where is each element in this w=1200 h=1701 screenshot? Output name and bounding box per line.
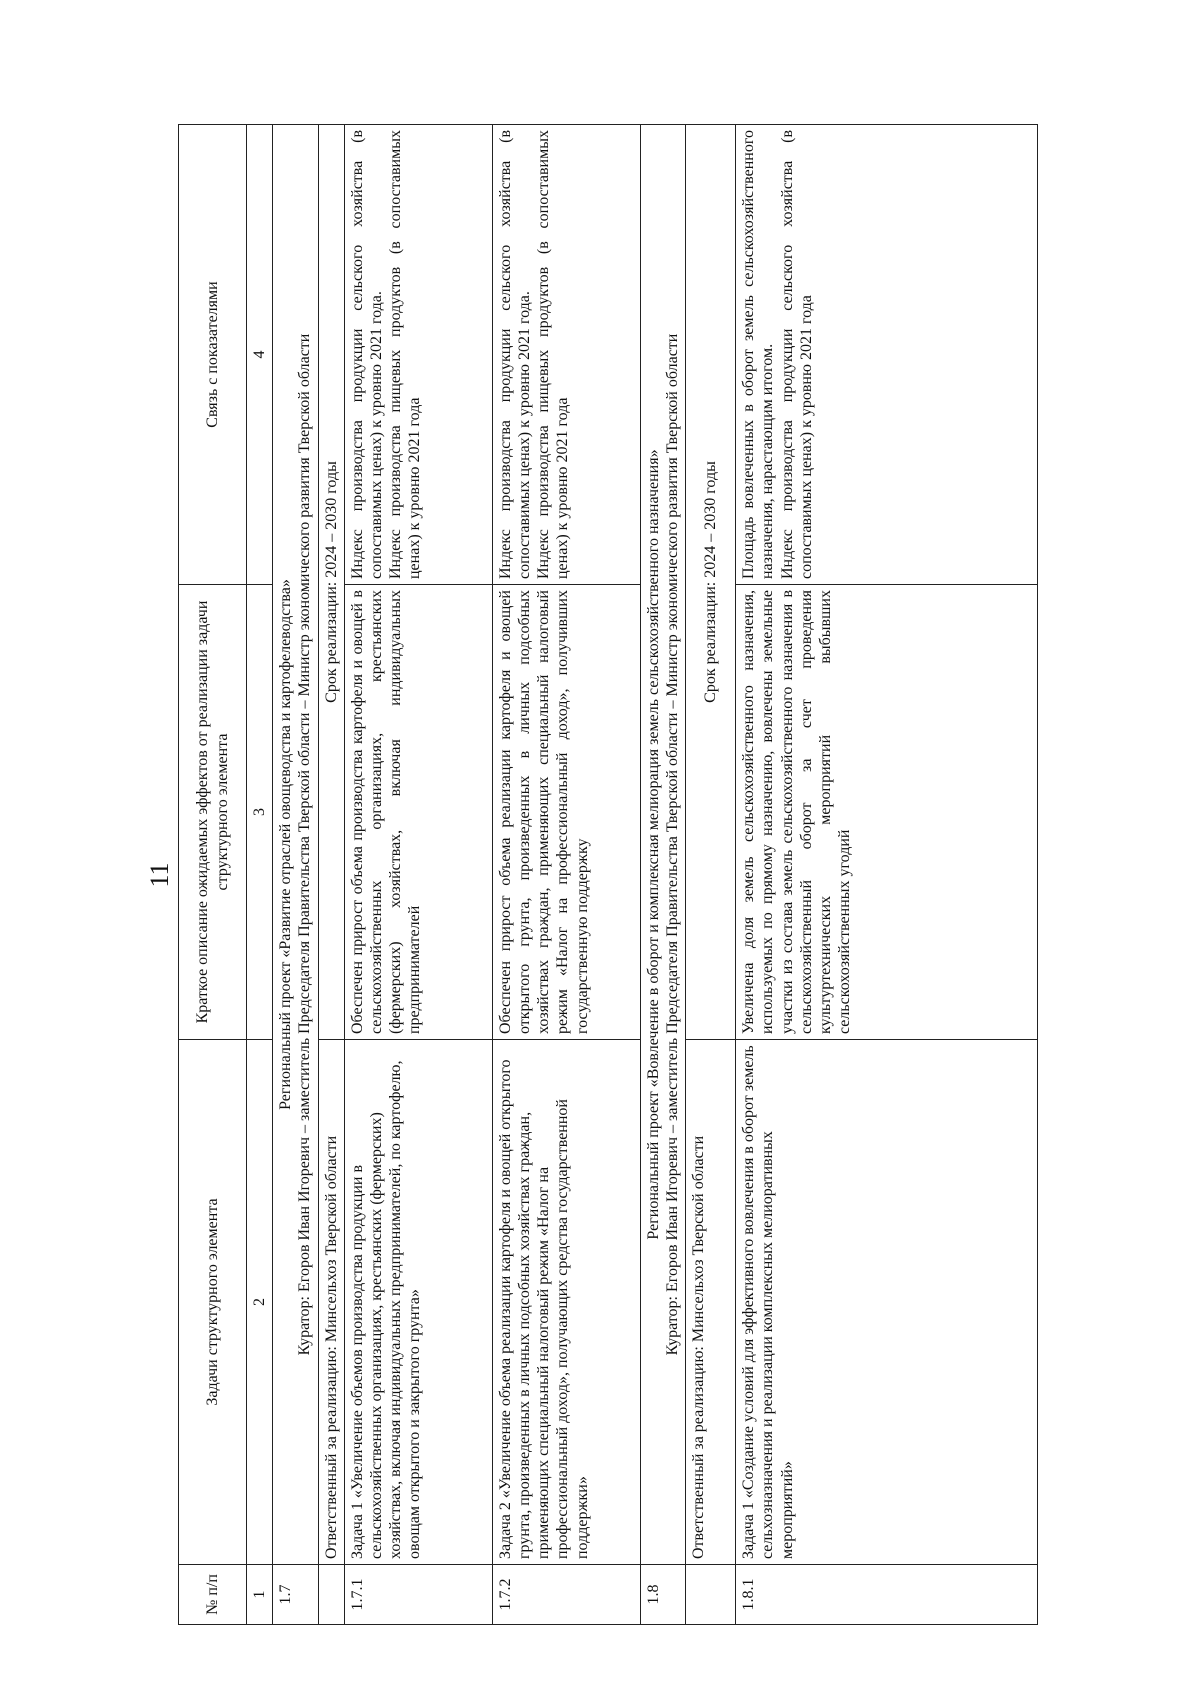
col-number-1: 1 <box>247 1565 273 1625</box>
header-indicators: Связь с показателями <box>179 125 247 585</box>
section-project-cell <box>640 125 685 1565</box>
section-project-title: Региональный проект «Вовлечение в оборот и комплексная мелиорация земель сельскохозяйственного назначения» <box>644 449 662 1240</box>
section-term: Срок реализации: 2024 – 2030 годы <box>318 125 344 1040</box>
task-effect: Обеспечен прирост объема производства картофеля и овощей в сельскохозяйственных организациях, крестьянских (фермерских) хозяйствах, включая индивидуальных предпринимателей <box>344 585 492 1040</box>
section-curator: Куратор: Егоров Иван Игоревич – заместитель Председателя Правительства Тверской области – Министр экономического развития Тверской области <box>296 333 314 1356</box>
task-number: 1.8.1 <box>736 1565 1038 1625</box>
task-indicators: Индекс производства продукции сельского хозяйства (в сопоставимых ценах) к уровню 2021 года. Индекс производства пищевых продуктов (в сопоставимых ценах) к уровню 2021 года <box>344 125 492 585</box>
section-term: Срок реализации: 2024 – 2030 годы <box>686 125 736 1040</box>
col-number-3: 3 <box>247 585 273 1040</box>
page-number: 11 <box>145 862 174 888</box>
task-description: Задача 2 «Увеличение объема реализации картофеля и овощей открытого грунта, произведенных в личных подсобных хозяйствах граждан, применяющих специальный налоговый режим «Налог на профессиональный доход», получающих средства государственной поддержки» <box>492 1040 640 1565</box>
task-effect: Обеспечен прирост объема реализации картофеля и овощей открытого грунта, произведенных в личных подсобных хозяйствах граждан, применяющих специальный налоговый режим «Налог на профессиональный доход», получивших государственную поддержку <box>492 585 640 1040</box>
section-number: 1.8 <box>640 1565 685 1625</box>
col-number-4: 4 <box>247 125 273 585</box>
task-number: 1.7.2 <box>492 1565 640 1625</box>
section-number: 1.7 <box>273 1565 318 1625</box>
task-number: 1.7.1 <box>344 1565 492 1625</box>
col-number-2: 2 <box>247 1040 273 1565</box>
table-wrapper <box>178 125 1038 1625</box>
task-effect: Увеличена доля земель сельскохозяйственного назначения, используемых по прямому назначению, вовлечены земельные участки из состава земель сельскохозяйственного назначения в сельскохозяйственный оборот за счет проведения культуртехнических мероприятий выбывших сельскохозяйственных угодий <box>736 585 1038 1040</box>
task-indicators: Площадь вовлеченных в оборот земель сельскохозяйственного назначения, нарастающим итогом. Индекс производства продукции сельского хозяйства (в сопоставимых ценах) к уровню 2021 года <box>736 125 1038 585</box>
section-project-cell <box>273 125 318 1565</box>
structural-elements-table <box>178 124 1038 1625</box>
header-effects: Краткое описание ожидаемых эффектов от реализации задачи структурного элемента <box>179 585 247 1040</box>
task-description: Задача 1 «Создание условий для эффективного вовлечения в оборот земель сельхозназначения и реализации комплексных мелиоративных мероприятий» <box>736 1040 1038 1565</box>
section-responsible: Ответственный за реализацию: Минсельхоз Тверской области <box>318 1040 344 1565</box>
section-project-title: Региональный проект «Развитие отраслей овощеводства и картофелеводства» <box>277 579 295 1110</box>
section-curator: Куратор: Егоров Иван Игоревич – заместитель Председателя Правительства Тверской области – Министр экономического развития Тверской области <box>663 333 681 1356</box>
task-description: Задача 1 «Увеличение объемов производства продукции в сельскохозяйственных организациях, крестьянских (фермерских) хозяйствах, включая индивидуальных предпринимателей, по картофелю, овощам открытого и закрытого грунта» <box>344 1040 492 1565</box>
header-number: № п/п <box>179 1565 247 1625</box>
header-tasks: Задачи структурного элемента <box>179 1040 247 1565</box>
section-responsible: Ответственный за реализацию: Минсельхоз Тверской области <box>686 1040 736 1565</box>
task-indicators: Индекс производства продукции сельского хозяйства (в сопоставимых ценах) к уровню 2021 года. Индекс производства пищевых продуктов (в сопоставимых ценах) к уровню 2021 года <box>492 125 640 585</box>
